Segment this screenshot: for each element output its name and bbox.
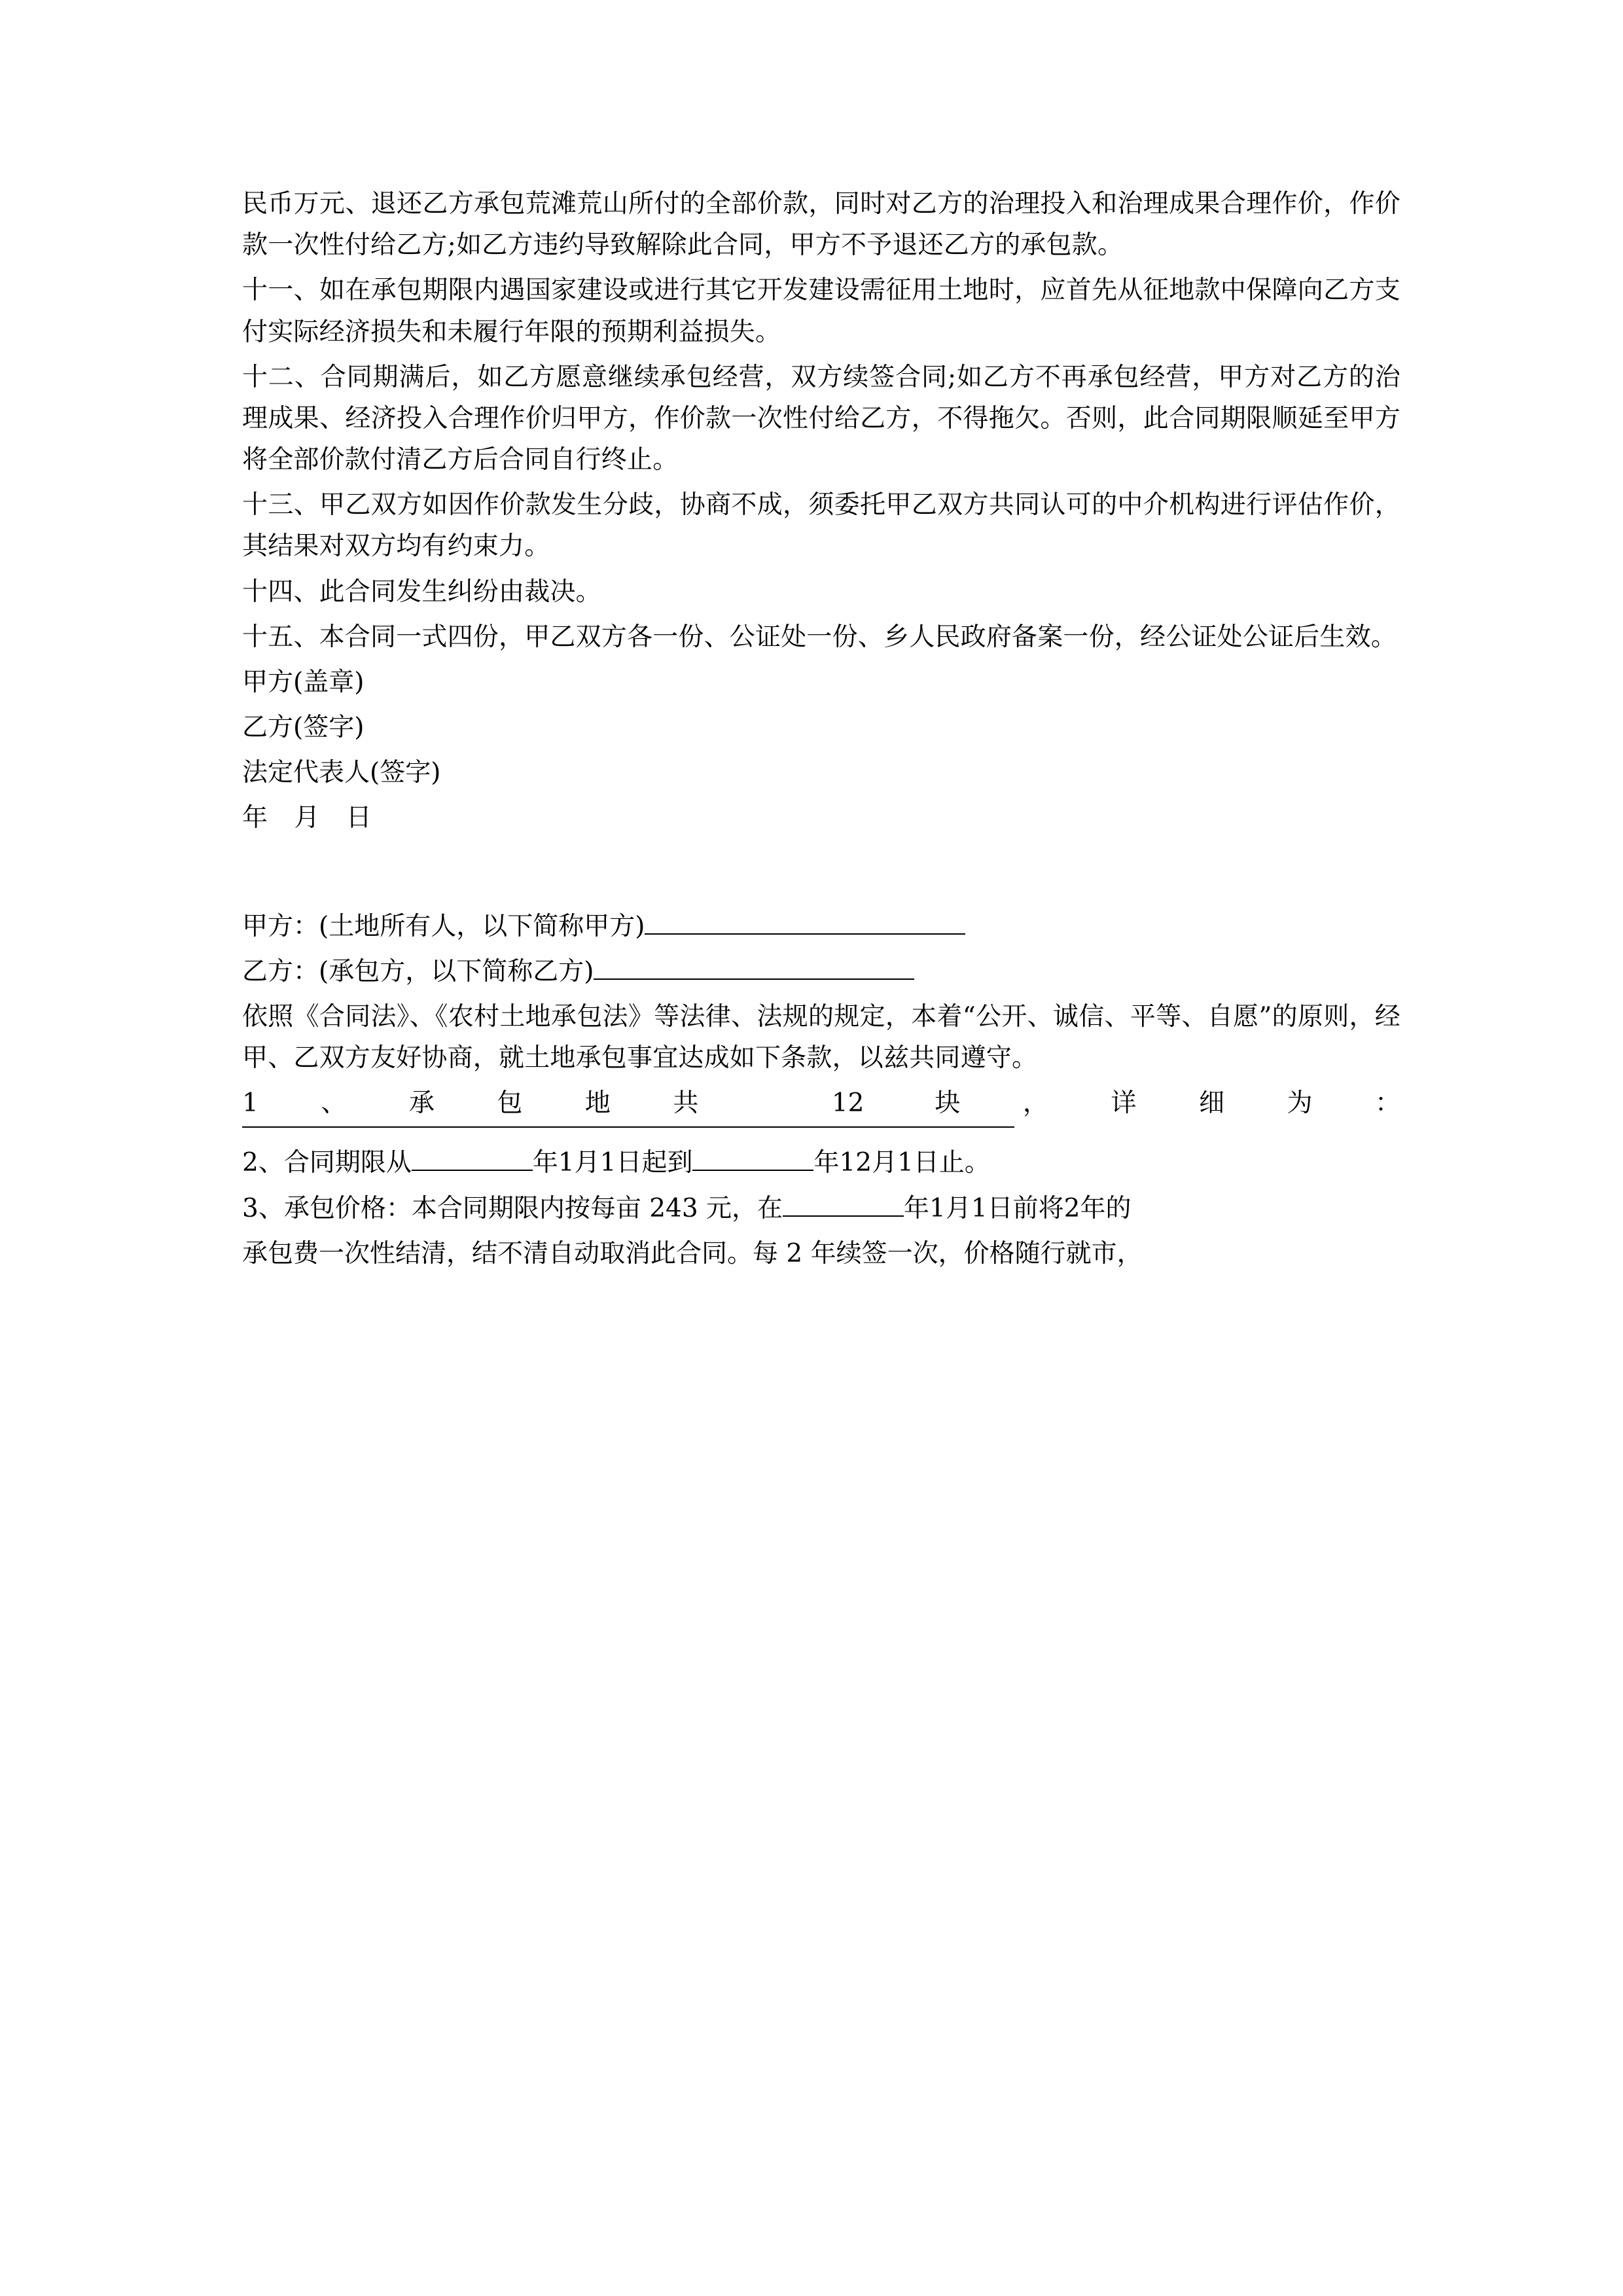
signature-date-line: 年 月 日 [242,803,381,833]
item-1-blank-rule[interactable] [242,1126,1014,1128]
item-3-text-after: 年1月1日前将2年的 [904,1193,1132,1223]
item-3-text-before: 3、承包价格：本合同期限内按每亩 243 元，在 [242,1193,783,1223]
party-a-blank-field[interactable] [645,908,965,935]
second-contract-party-b-label: 乙方：(承包方，以下简称乙方) [242,956,594,986]
item-2-text-before: 2、合同期限从 [242,1148,412,1178]
clause-fourteen: 十四、此合同发生纠纷由裁决。 [242,577,601,607]
party-b-blank-field[interactable] [594,954,914,980]
document-body [242,183,1400,1274]
section-gap [242,843,1400,906]
item-3-year-field[interactable] [783,1191,904,1217]
signature-legal-representative: 法定代表人(签字) [242,758,441,788]
signature-party-a: 甲方(盖章) [242,667,365,697]
clause-twelve: 十二、合同期满后，如乙方愿意继续承包经营，双方续签合同;如乙方不再承包经营，甲方对乙方的治理成果、经济投入合理作价归甲方，作价款一次性付给乙方，不得拖欠。否则，此合同期限顺延至甲方将全部价款付清乙方后合同自行终止。 [242,362,1400,475]
clause-fifteen: 十五、本合同一式四份，甲乙双方各一份、公证处一份、乡人民政府备案一份，经公证处公证后生效。 [242,622,1397,652]
second-contract-party-b [242,951,1400,992]
item-2-text-after: 年12月1日止。 [813,1148,990,1178]
second-contract-party-a [242,906,1400,947]
item-2-text-middle: 年1月1日起到 [532,1148,693,1178]
clause-eleven: 十一、如在承包期限内遇国家建设或进行其它开发建设需征用土地时，应首先从征地款中保障向乙方支付实际经济损失和未履行年限的预期利益损失。 [242,276,1400,347]
second-contract-preamble: 依照《合同法》、《农村土地承包法》等法律、法规的规定，本着“公开、诚信、平等、自愿”的原则，经甲、乙双方友好协商，就土地承包事宜达成如下条款，以兹共同遵守。 [242,1001,1400,1073]
clause-thirteen: 十三、甲乙双方如因作价款发生分歧，协商不成，须委托甲乙双方共同认可的中介机构进行评估作价，其结果对双方均有约束力。 [242,490,1400,562]
second-contract-party-a-label: 甲方：(土地所有人，以下简称甲方) [242,911,645,941]
second-contract-item-2 [242,1142,1400,1183]
paragraph-continued: 民币万元、退还乙方承包荒滩荒山所付的全部价款，同时对乙方的治理投入和治理成果合理作价，作价款一次性付给乙方;如乙方违约导致解除此合同，甲方不予退还乙方的承包款。 [242,189,1400,260]
item-2-end-year-field[interactable] [692,1145,813,1171]
second-contract-item-3-line-2: 承包费一次性结清，结不清自动取消此合同。每 2 年续签一次，价格随行就市， [242,1238,1143,1268]
second-contract-item-1: 1、承包地共 12 块，详细为： [242,1088,1400,1119]
second-contract-item-3-line-1 [242,1188,1400,1229]
signature-party-b: 乙方(签字) [242,713,365,743]
item-2-start-year-field[interactable] [412,1145,533,1171]
